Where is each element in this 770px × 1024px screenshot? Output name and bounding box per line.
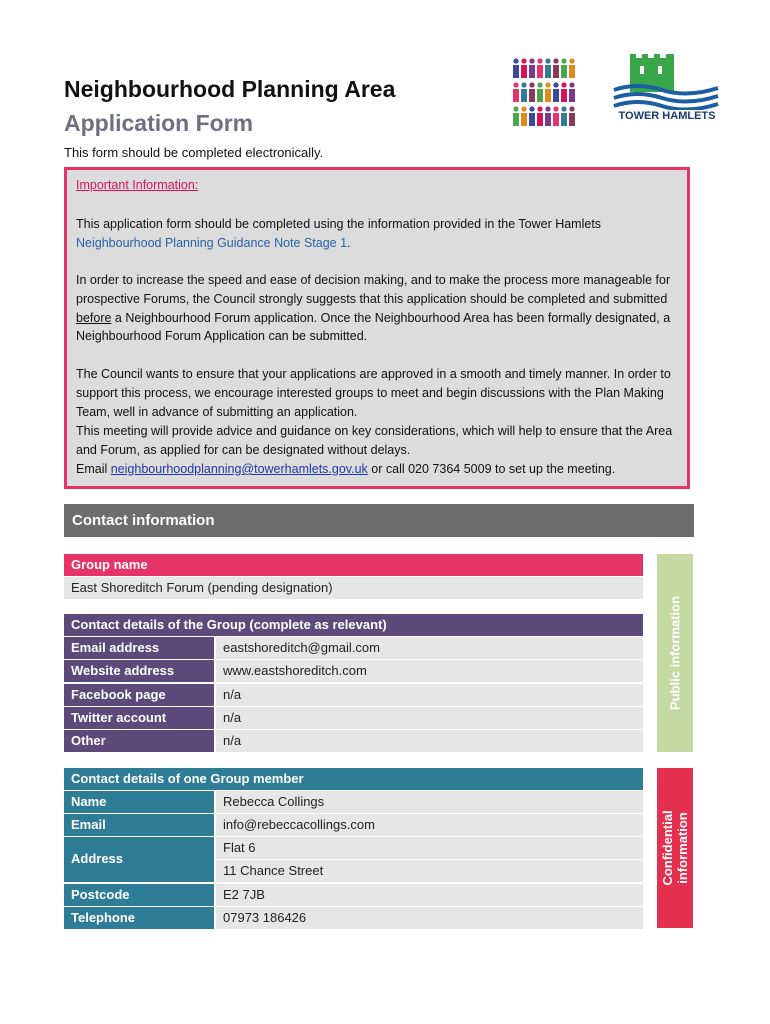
info-paragraph-1 (76, 215, 676, 253)
page-title: Neighbourhood Planning Area (64, 76, 396, 102)
person-head-icon (545, 82, 550, 87)
person-body-icon (561, 89, 567, 102)
field-value: East Shoreditch Forum (pending designation) (71, 580, 333, 595)
person-body-icon (537, 89, 543, 102)
person-body-icon (545, 113, 551, 126)
person-head-icon (513, 58, 518, 63)
person-body-icon (569, 89, 575, 102)
person-body-icon (569, 113, 575, 126)
group-contact-row (64, 707, 643, 729)
person-head-icon (569, 106, 574, 111)
group-contact-row (64, 684, 643, 706)
person-head-icon (561, 82, 566, 87)
person-head-icon (521, 58, 526, 63)
section-title: Contact information (72, 512, 215, 529)
member-name-row (64, 791, 643, 813)
group-contact-row (64, 660, 643, 682)
confidential-line: Confidential (660, 810, 675, 886)
row-label: Facebook page (64, 684, 214, 706)
group-name-header (64, 554, 643, 576)
info-paragraph-2 (76, 271, 676, 346)
section-header (64, 504, 694, 537)
info-text: Email (76, 462, 111, 476)
person-head-icon (537, 58, 542, 63)
person-body-icon (545, 65, 551, 78)
tower-icon (612, 52, 722, 110)
logo-text: TOWER HAMLETS (618, 110, 716, 122)
row-label: Email (64, 814, 214, 836)
group-contact-field[interactable]: n/a (216, 730, 643, 752)
info-text: or call 020 7364 5009 to set up the meeting. (367, 462, 616, 476)
info-text: . (347, 235, 351, 250)
row-label: Twitter account (64, 707, 214, 729)
person-head-icon (561, 58, 566, 63)
person-body-icon (553, 89, 559, 102)
header-label: Group name (71, 557, 148, 572)
person-body-icon (521, 89, 527, 102)
group-name-field[interactable] (64, 577, 643, 599)
group-contact-row (64, 730, 643, 752)
group-contact-field[interactable]: n/a (216, 707, 643, 729)
person-head-icon (513, 82, 518, 87)
info-text: This application form should be completed using the information provided in the Tower Hamlets (76, 217, 602, 231)
person-head-icon (553, 106, 558, 111)
person-head-icon (529, 58, 534, 63)
person-body-icon (521, 113, 527, 126)
form-instruction: This form should be completed electronically. (64, 145, 324, 160)
person-body-icon (561, 65, 567, 78)
info-paragraph-4: This meeting will provide advice and guidance on key considerations, which will help to ensure that the Area and Forum, as applied for can be designated without delays. (76, 424, 673, 457)
group-contact-field[interactable]: eastshoreditch@gmail.com (216, 637, 643, 659)
person-head-icon (569, 82, 574, 87)
page-subtitle-form: Application Form (64, 110, 254, 136)
person-head-icon (537, 82, 542, 87)
person-body-icon (529, 113, 535, 126)
person-body-icon (513, 113, 519, 126)
person-head-icon (553, 58, 558, 63)
people-grid-logo (512, 56, 576, 128)
row-label: Telephone (64, 907, 214, 929)
member-address-line2-field[interactable]: 11 Chance Street (216, 860, 643, 882)
person-body-icon (561, 113, 567, 126)
person-head-icon (545, 58, 550, 63)
group-contact-field[interactable]: n/a (216, 684, 643, 706)
group-contacts-header (64, 614, 643, 636)
person-head-icon (529, 82, 534, 87)
person-body-icon (553, 65, 559, 78)
member-email-field[interactable]: info@rebeccacollings.com (216, 814, 643, 836)
member-telephone-row (64, 907, 643, 929)
group-name-row (64, 577, 643, 599)
row-label: Postcode (64, 884, 214, 906)
member-postcode-field[interactable]: E2 7JB (216, 884, 643, 906)
public-info-label (657, 554, 693, 752)
person-head-icon (569, 58, 574, 63)
person-body-icon (545, 89, 551, 102)
row-label: Other (64, 730, 214, 752)
person-body-icon (529, 89, 535, 102)
group-contact-field[interactable]: www.eastshoreditch.com (216, 660, 643, 682)
confidential-line: information (675, 812, 690, 884)
info-text: a Neighbourhood Forum application. Once the Neighbourhood Area has been formally designated, a Neighbourhood Forum Application can be submitted. (76, 310, 671, 344)
person-head-icon (545, 106, 550, 111)
person-body-icon (553, 113, 559, 126)
row-label: Address (64, 837, 214, 882)
public-info-text: Public information (667, 595, 683, 711)
person-body-icon (513, 65, 519, 78)
header-label: Contact details of one Group member (71, 771, 304, 786)
info-paragraph-3: The Council wants to ensure that your applications are approved in a smooth and timely manner. In order to support this process, we encourage interested groups to meet and begin discussions with the Plan Making Team, well in advance of submitting an application. (76, 367, 671, 419)
guidance-note-link[interactable]: Neighbourhood Planning Guidance Note Stage 1 (76, 235, 348, 250)
member-address-line1-field[interactable]: Flat 6 (216, 837, 643, 859)
row-label: Name (64, 791, 214, 813)
person-body-icon (569, 65, 575, 78)
info-heading: Important Information: (76, 178, 199, 192)
person-body-icon (521, 65, 527, 78)
person-head-icon (537, 106, 542, 111)
member-address-row (64, 837, 643, 882)
info-paragraph-5 (76, 460, 676, 479)
person-body-icon (537, 113, 543, 126)
row-label: Email address (64, 637, 214, 659)
header-label: Contact details of the Group (complete as relevant) (71, 617, 387, 632)
confidential-info-text (660, 810, 690, 885)
person-head-icon (521, 82, 526, 87)
person-head-icon (521, 106, 526, 111)
person-head-icon (529, 106, 534, 111)
email-link[interactable]: neighbourhoodplanning@towerhamlets.gov.uk (110, 462, 368, 476)
person-body-icon (513, 89, 519, 102)
info-text-underlined: before (76, 310, 112, 325)
member-email-row (64, 814, 643, 836)
person-head-icon (561, 106, 566, 111)
person-head-icon (553, 82, 558, 87)
important-info-box (64, 167, 690, 489)
info-text: In order to increase the speed and ease of decision making, and to make the process more manageable for prospective Forums, the Council strongly suggests that this application should be completed and submitted (76, 273, 671, 306)
row-label: Website address (64, 660, 214, 682)
person-body-icon (537, 65, 543, 78)
person-head-icon (513, 106, 518, 111)
confidential-info-label (657, 768, 693, 928)
member-name-field[interactable]: Rebecca Collings (216, 791, 643, 813)
tower-hamlets-logo (612, 52, 722, 132)
member-telephone-field[interactable]: 07973 186426 (216, 907, 643, 929)
person-body-icon (529, 65, 535, 78)
member-contacts-header (64, 768, 643, 790)
group-contact-row (64, 637, 643, 659)
member-postcode-row (64, 884, 643, 906)
